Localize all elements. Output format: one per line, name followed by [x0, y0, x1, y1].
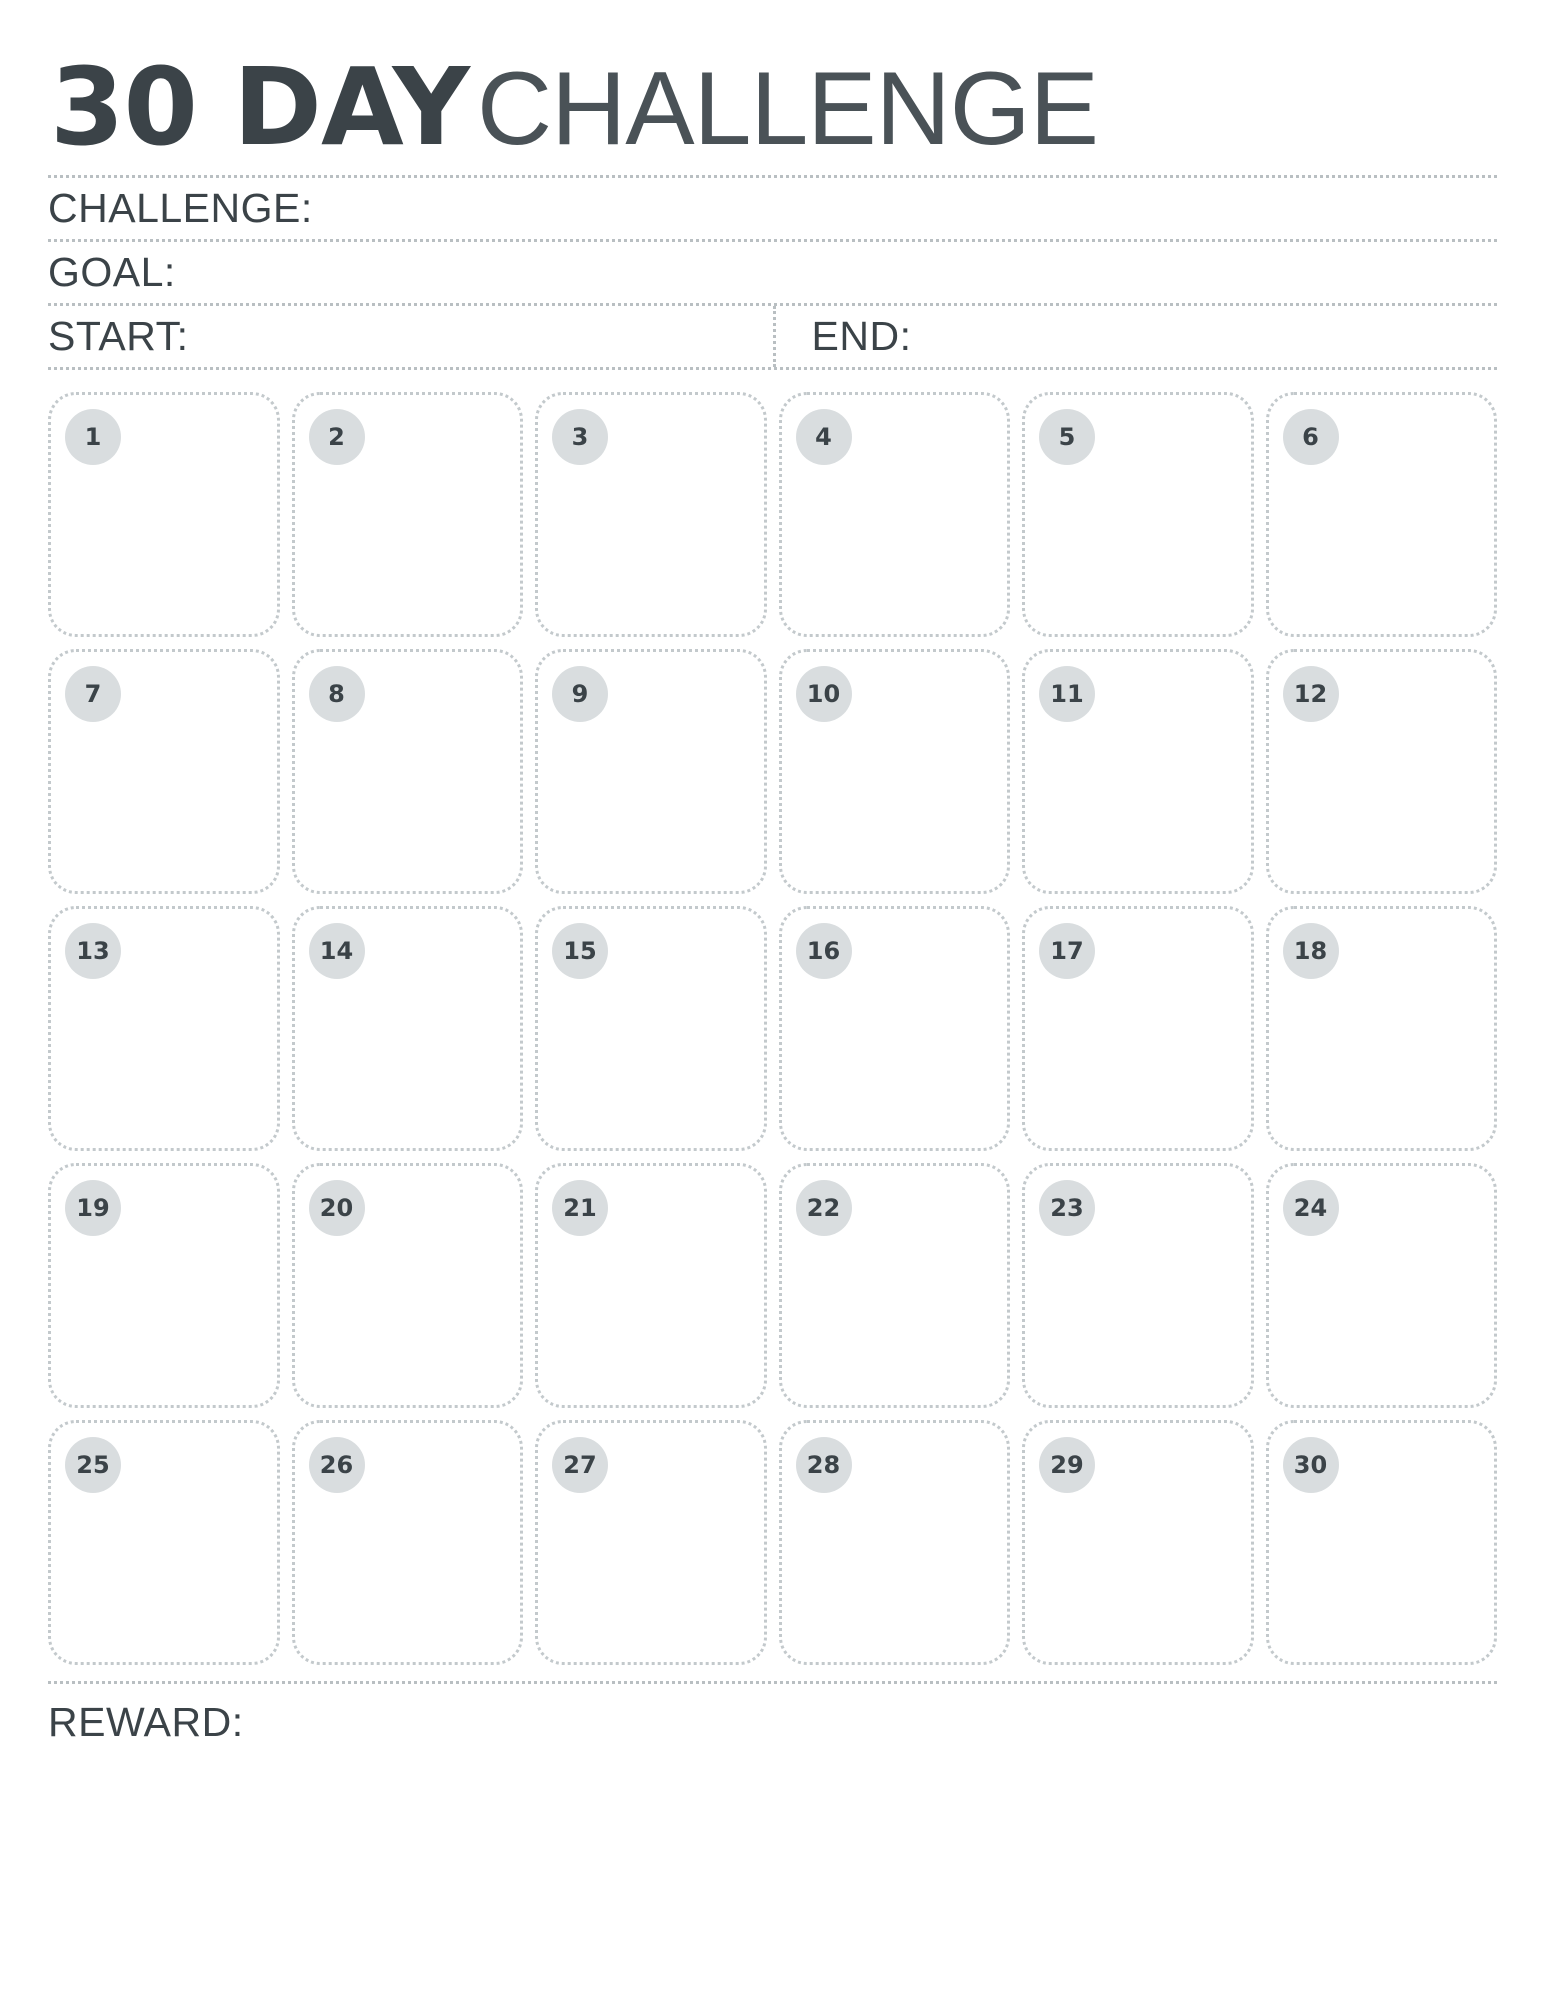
- goal-label: GOAL:: [48, 249, 176, 295]
- day-number-badge: 4: [796, 409, 852, 465]
- day-cell[interactable]: [779, 649, 1011, 894]
- day-note-input[interactable]: [550, 1244, 752, 1393]
- day-note-input[interactable]: [1037, 473, 1239, 622]
- goal-input[interactable]: [176, 242, 1497, 303]
- day-cell[interactable]: [779, 906, 1011, 1151]
- day-number-badge: 6: [1283, 409, 1339, 465]
- day-note-input[interactable]: [307, 473, 509, 622]
- day-note-input[interactable]: [63, 730, 265, 879]
- day-cell[interactable]: [1022, 649, 1254, 894]
- day-number-badge: 10: [796, 666, 852, 722]
- day-note-input[interactable]: [1281, 1501, 1483, 1650]
- day-cell[interactable]: [1266, 1163, 1498, 1408]
- day-note-input[interactable]: [63, 1244, 265, 1393]
- day-number-badge: 23: [1039, 1180, 1095, 1236]
- day-cell[interactable]: [1022, 1163, 1254, 1408]
- day-number-badge: 5: [1039, 409, 1095, 465]
- day-note-input[interactable]: [1281, 987, 1483, 1136]
- day-number-badge: 26: [309, 1437, 365, 1493]
- day-number-badge: 3: [552, 409, 608, 465]
- day-cell[interactable]: [48, 1420, 280, 1665]
- challenge-field-row: [48, 178, 1497, 242]
- day-note-input[interactable]: [307, 730, 509, 879]
- day-cell[interactable]: [48, 649, 280, 894]
- day-note-input[interactable]: [550, 730, 752, 879]
- day-number-badge: 8: [309, 666, 365, 722]
- day-note-input[interactable]: [63, 473, 265, 622]
- day-cell[interactable]: [779, 1420, 1011, 1665]
- day-note-input[interactable]: [794, 730, 996, 879]
- day-note-input[interactable]: [794, 1244, 996, 1393]
- day-number-badge: 15: [552, 923, 608, 979]
- day-note-input[interactable]: [63, 1501, 265, 1650]
- day-cell[interactable]: [292, 649, 524, 894]
- reward-input[interactable]: [244, 1684, 1497, 1760]
- day-number-badge: 14: [309, 923, 365, 979]
- challenge-input[interactable]: [313, 178, 1497, 239]
- day-number-badge: 18: [1283, 923, 1339, 979]
- day-cell[interactable]: [292, 1163, 524, 1408]
- day-cell[interactable]: [292, 392, 524, 637]
- day-cell[interactable]: [1266, 906, 1498, 1151]
- start-label: START:: [48, 313, 189, 359]
- goal-field-row: [48, 242, 1497, 306]
- end-label: END:: [811, 313, 912, 359]
- day-number-badge: 11: [1039, 666, 1095, 722]
- title-light-text: CHALLENGE: [477, 51, 1099, 167]
- challenge-label: CHALLENGE:: [48, 185, 313, 231]
- day-cell[interactable]: [535, 1163, 767, 1408]
- day-note-input[interactable]: [307, 987, 509, 1136]
- day-cell[interactable]: [1266, 649, 1498, 894]
- day-number-badge: 24: [1283, 1180, 1339, 1236]
- day-note-input[interactable]: [794, 987, 996, 1136]
- day-number-badge: 13: [65, 923, 121, 979]
- day-note-input[interactable]: [1281, 730, 1483, 879]
- day-cell[interactable]: [779, 1163, 1011, 1408]
- start-input[interactable]: [188, 306, 772, 367]
- day-note-input[interactable]: [794, 1501, 996, 1650]
- day-cell[interactable]: [535, 1420, 767, 1665]
- day-number-badge: 25: [65, 1437, 121, 1493]
- reward-label: REWARD:: [48, 1698, 244, 1745]
- day-number-badge: 16: [796, 923, 852, 979]
- day-number-badge: 22: [796, 1180, 852, 1236]
- day-note-input[interactable]: [307, 1244, 509, 1393]
- day-number-badge: 2: [309, 409, 365, 465]
- end-input[interactable]: [911, 306, 1497, 367]
- day-note-input[interactable]: [63, 987, 265, 1136]
- day-note-input[interactable]: [550, 473, 752, 622]
- day-cell[interactable]: [48, 906, 280, 1151]
- day-cell[interactable]: [48, 1163, 280, 1408]
- day-cell[interactable]: [292, 1420, 524, 1665]
- day-number-badge: 1: [65, 409, 121, 465]
- day-cell[interactable]: [292, 906, 524, 1151]
- day-cell[interactable]: [1266, 1420, 1498, 1665]
- day-note-input[interactable]: [550, 1501, 752, 1650]
- day-note-input[interactable]: [307, 1501, 509, 1650]
- day-note-input[interactable]: [1281, 473, 1483, 622]
- day-cell[interactable]: [1266, 392, 1498, 637]
- day-cell[interactable]: [48, 392, 280, 637]
- day-cell[interactable]: [535, 906, 767, 1151]
- start-field-group: [48, 306, 773, 367]
- day-note-input[interactable]: [1037, 1501, 1239, 1650]
- day-number-badge: 27: [552, 1437, 608, 1493]
- day-number-badge: 29: [1039, 1437, 1095, 1493]
- day-grid: [48, 392, 1497, 1665]
- day-number-badge: 17: [1039, 923, 1095, 979]
- day-number-badge: 19: [65, 1180, 121, 1236]
- day-note-input[interactable]: [1037, 730, 1239, 879]
- day-note-input[interactable]: [1281, 1244, 1483, 1393]
- day-note-input[interactable]: [794, 473, 996, 622]
- day-number-badge: 21: [552, 1180, 608, 1236]
- reward-row: [48, 1684, 1497, 1760]
- day-cell[interactable]: [1022, 1420, 1254, 1665]
- start-end-row: [48, 306, 1497, 370]
- day-cell[interactable]: [1022, 906, 1254, 1151]
- day-number-badge: 12: [1283, 666, 1339, 722]
- title-bold-text: 30 DAY: [50, 46, 470, 170]
- day-cell[interactable]: [535, 392, 767, 637]
- day-number-badge: 30: [1283, 1437, 1339, 1493]
- day-number-badge: 9: [552, 666, 608, 722]
- page-title: [48, 46, 1497, 175]
- day-cell[interactable]: [779, 392, 1011, 637]
- day-note-input[interactable]: [1037, 987, 1239, 1136]
- end-field-group: [773, 306, 1498, 367]
- day-note-input[interactable]: [550, 987, 752, 1136]
- day-number-badge: 20: [309, 1180, 365, 1236]
- day-cell[interactable]: [535, 649, 767, 894]
- day-number-badge: 28: [796, 1437, 852, 1493]
- day-cell[interactable]: [1022, 392, 1254, 637]
- day-note-input[interactable]: [1037, 1244, 1239, 1393]
- day-number-badge: 7: [65, 666, 121, 722]
